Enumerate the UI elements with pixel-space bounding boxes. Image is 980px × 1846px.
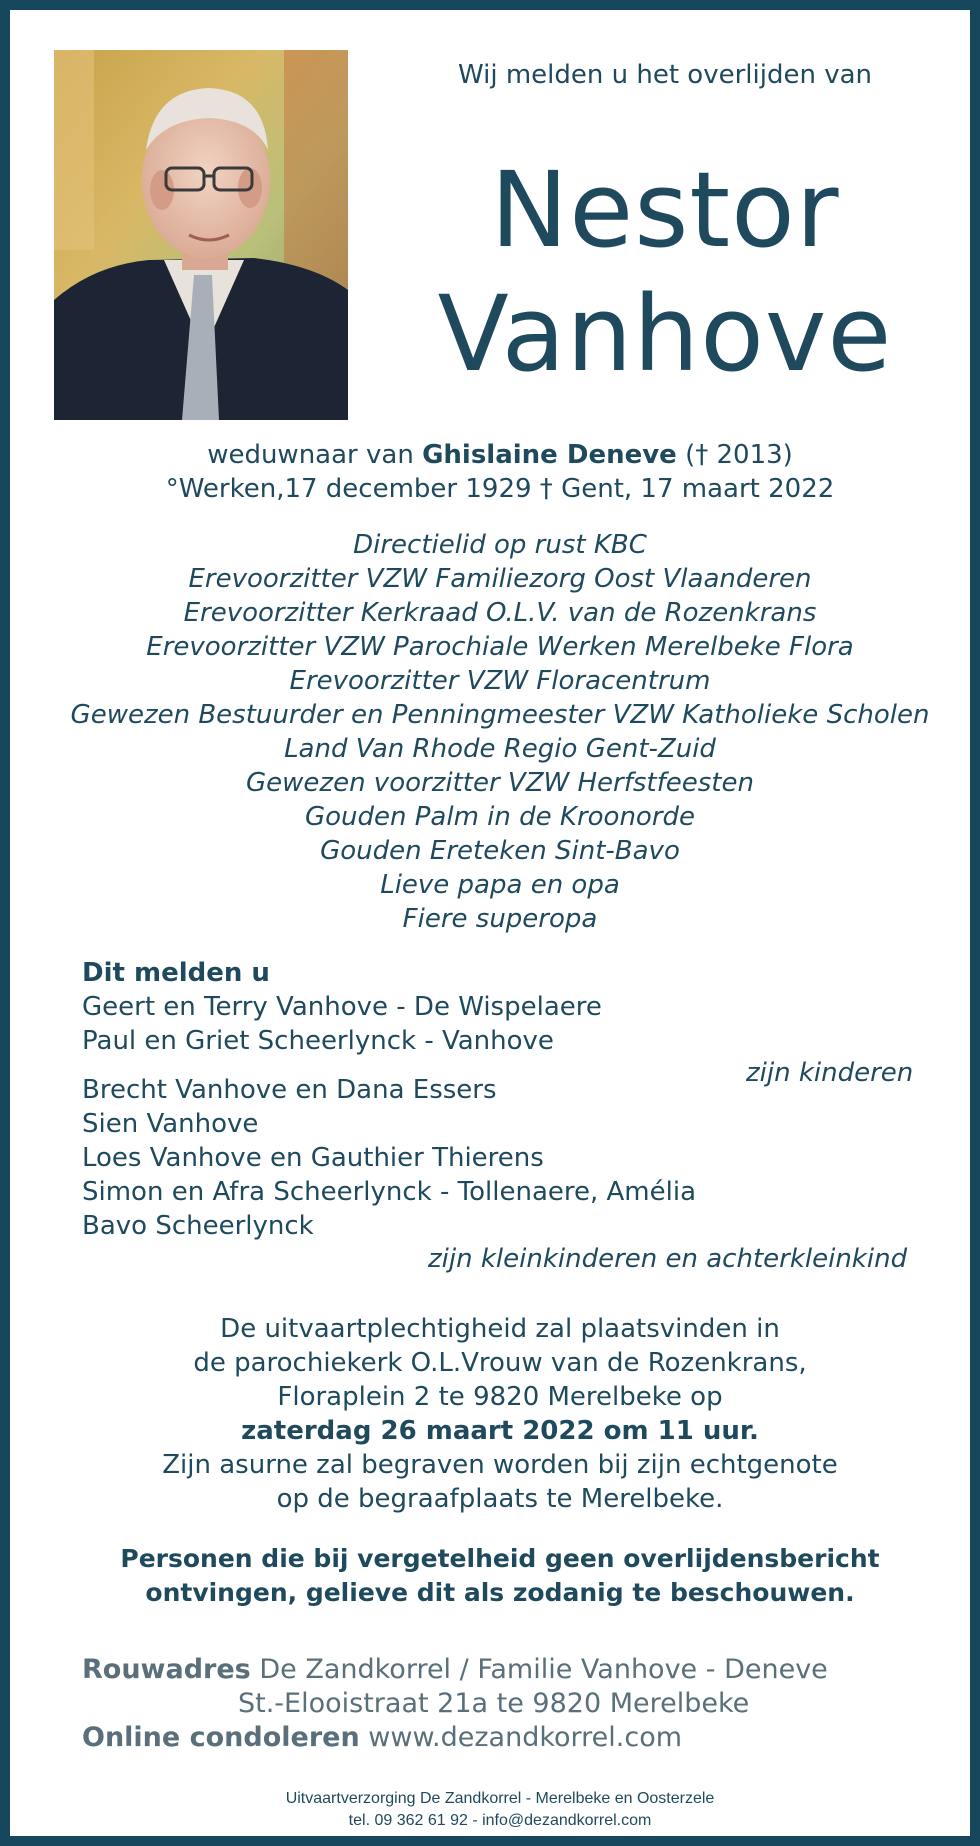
- footer-contact: tel. 09 362 61 92 - info@dezandkorrel.com: [348, 1812, 652, 1829]
- grandchild-entry: Brecht Vanhove en Dana Essers: [82, 1075, 497, 1105]
- title-item: Gouden Palm in de Kroonorde: [304, 802, 696, 832]
- grandchildren-label: zijn kleinkinderen en achterkleinkind: [428, 1244, 908, 1274]
- title-item: Erevoorzitter VZW Familiezorg Oost Vlaanderen: [188, 564, 812, 594]
- child-entry: Geert en Terry Vanhove - De Wispelaere: [82, 992, 602, 1022]
- title-item: Lieve papa en opa: [380, 870, 620, 900]
- intro-text: Wij melden u het overlijden van: [457, 60, 872, 90]
- title-item: Erevoorzitter VZW Floracentrum: [289, 666, 711, 696]
- title-item: Directielid op rust KBC: [353, 530, 647, 560]
- online-condolence-label: Online condoleren: [82, 1722, 360, 1753]
- notice-text: [30, 1542, 970, 1610]
- condolence-website-link[interactable]: www.dezandkorrel.com: [368, 1722, 683, 1753]
- grandchild-entry: Sien Vanhove: [82, 1109, 259, 1139]
- title-item: Gewezen voorzitter VZW Herfstfeesten: [246, 768, 754, 798]
- child-entry: Paul en Griet Scheerlynck - Vanhove: [82, 1026, 554, 1056]
- portrait-photo: [54, 50, 348, 420]
- mourning-address-name: De Zandkorrel / Familie Vanhove - Deneve: [259, 1654, 828, 1685]
- funeral-line: op de begraafplaats te Merelbeke.: [276, 1484, 724, 1514]
- funeral-line: Zijn asurne zal begraven worden bij zijn echtgenote: [162, 1450, 838, 1480]
- family-heading: Dit melden u: [82, 958, 270, 988]
- title-item: Land Van Rhode Regio Gent-Zuid: [284, 734, 716, 764]
- funeral-line: de parochiekerk O.L.Vrouw van de Rozenkrans,: [193, 1348, 807, 1378]
- funeral-line: Floraplein 2 te 9820 Merelbeke op: [277, 1382, 723, 1412]
- online-condolence: [82, 1722, 682, 1753]
- title-item: Erevoorzitter Kerkraad O.L.V. van de Rozenkrans: [183, 598, 817, 628]
- deceased-last-name: Vanhove: [437, 273, 893, 395]
- titles-list: [30, 528, 970, 936]
- grandchild-entry: Loes Vanhove en Gauthier Thierens: [82, 1143, 544, 1173]
- birth-death-dates: °Werken,17 december 1929 † Gent, 17 maart 2022: [165, 474, 835, 504]
- title-item: Erevoorzitter VZW Parochiale Werken Merelbeke Flora: [146, 632, 854, 662]
- funeral-date: zaterdag 26 maart 2022 om 11 uur.: [241, 1416, 759, 1446]
- title-item: Gouden Ereteken Sint-Bavo: [320, 836, 680, 866]
- deceased-first-name: Nestor: [490, 149, 840, 271]
- children-label: zijn kinderen: [746, 1058, 914, 1088]
- title-item: Gewezen Bestuurder en Penningmeester VZW Katholieke Scholen: [70, 700, 930, 730]
- mourning-address-label: Rouwadres: [82, 1654, 251, 1685]
- notice-line: Personen die bij vergetelheid geen overlijdensbericht: [120, 1544, 880, 1573]
- grandchild-entry: Simon en Afra Scheerlynck - Tollenaere, Amélia: [82, 1177, 697, 1207]
- funeral-info: [30, 1312, 970, 1516]
- title-item: Fiere superopa: [402, 904, 598, 934]
- funeral-line: De uitvaartplechtigheid zal plaatsvinden in: [220, 1314, 780, 1344]
- mourning-address-street: St.-Elooistraat 21a te 9820 Merelbeke: [238, 1688, 750, 1719]
- spouse-line: [30, 440, 970, 470]
- grandchild-entry: Bavo Scheerlynck: [82, 1211, 314, 1241]
- footer-company: Uitvaartverzorging De Zandkorrel - Merelbeke en Oosterzele: [285, 1790, 715, 1807]
- spouse-suffix: († 2013): [685, 440, 793, 470]
- notice-line: ontvingen, gelieve dit als zodanig te beschouwen.: [145, 1578, 855, 1607]
- portrait-illustration: [54, 50, 348, 420]
- spouse-name: Ghislaine Deneve: [422, 440, 677, 470]
- mourning-address: [82, 1654, 828, 1685]
- spouse-prefix: weduwnaar van: [207, 440, 414, 470]
